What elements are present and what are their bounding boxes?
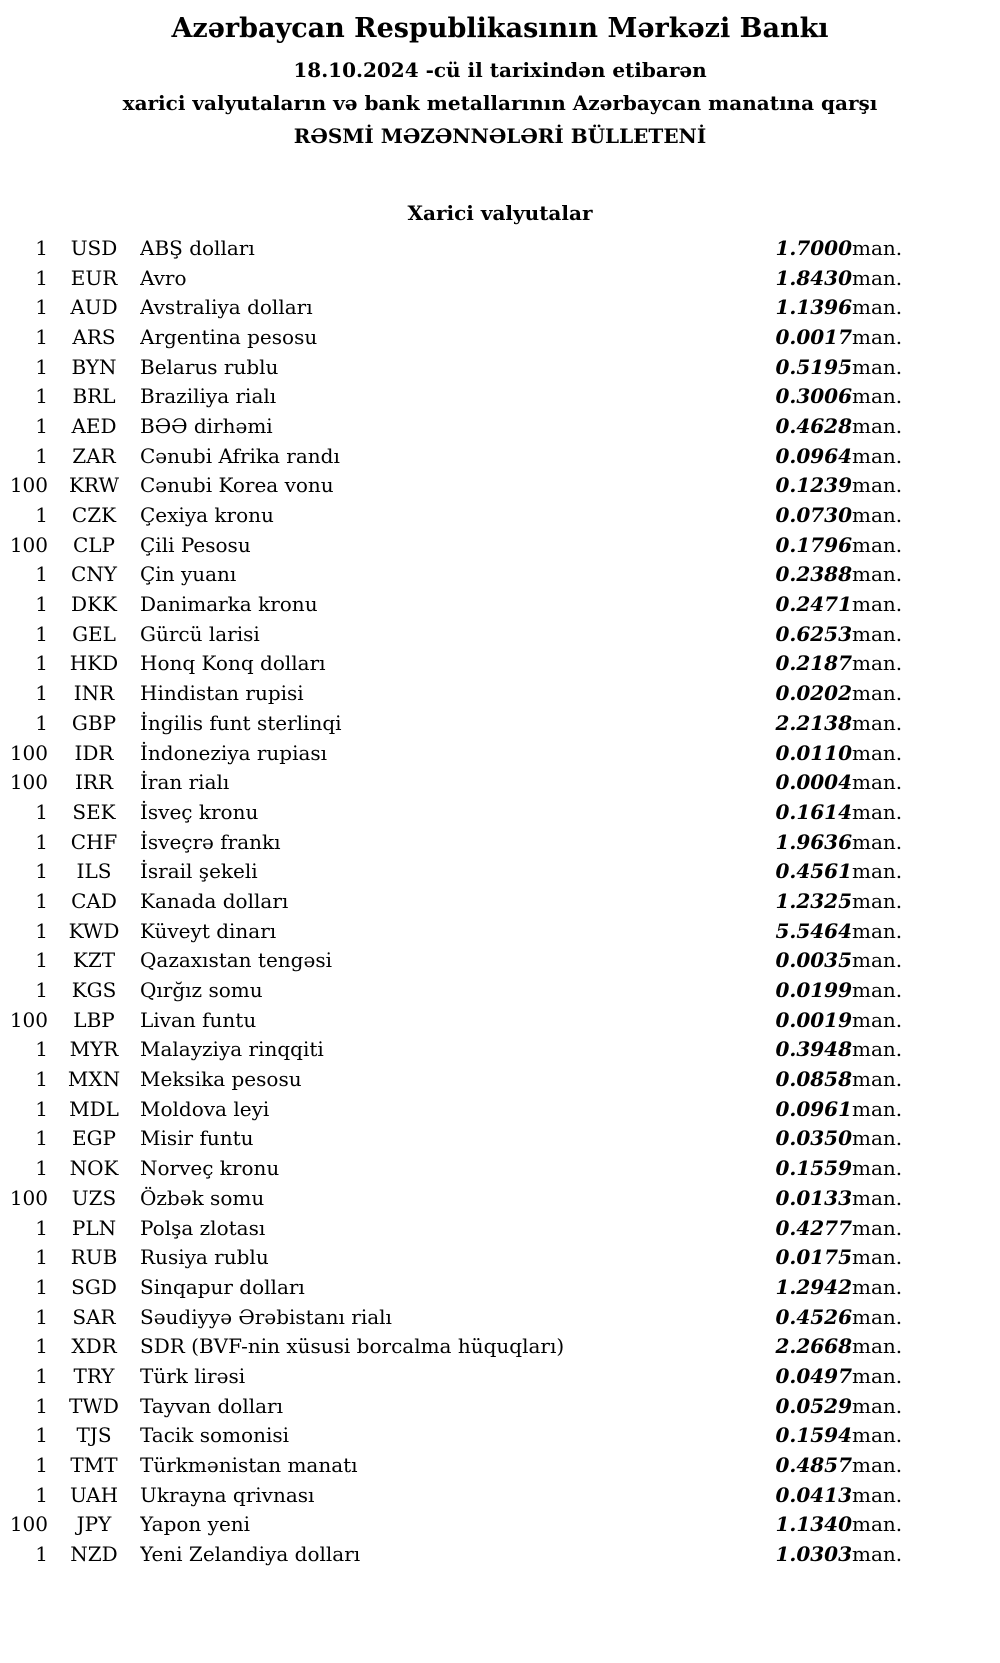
rate-unit-label: man. (852, 651, 903, 676)
currency-name: Livan funtu (140, 1007, 257, 1032)
rate-unit-label: man. (852, 770, 903, 795)
rate-row (6, 886, 922, 916)
currency-code: GEL (72, 621, 116, 646)
currency-code: INR (73, 681, 115, 706)
currency-name: Yapon yeni (140, 1512, 251, 1537)
rate-value: 1.8430 (775, 265, 852, 290)
currency-quantity: 1 (35, 1215, 48, 1240)
rate-unit-label: man. (852, 354, 903, 379)
currency-quantity: 1 (35, 503, 48, 528)
rate-row (6, 1510, 922, 1540)
currency-name: Çexiya kronu (140, 503, 274, 528)
rate-row (6, 1302, 922, 1332)
rate-unit-label: man. (852, 978, 903, 1003)
currency-quantity: 1 (35, 1453, 48, 1478)
rate-value: 0.0004 (775, 770, 852, 795)
currency-name: Moldova leyi (140, 1096, 270, 1121)
rate-value: 1.9636 (775, 829, 852, 854)
currency-quantity: 1 (35, 384, 48, 409)
currency-quantity: 1 (35, 1156, 48, 1181)
currency-quantity: 1 (35, 1334, 48, 1359)
rate-unit-label: man. (852, 1037, 903, 1062)
currency-quantity: 1 (35, 829, 48, 854)
rate-row (6, 678, 922, 708)
currency-quantity: 1 (35, 295, 48, 320)
currency-code: BYN (71, 354, 117, 379)
rate-row (6, 827, 922, 857)
rate-value: 0.1239 (775, 473, 852, 498)
currency-code: SEK (72, 799, 116, 824)
rate-row (6, 352, 922, 382)
rate-value: 0.0413 (775, 1482, 852, 1507)
rate-row (6, 797, 922, 827)
currency-code: PLN (71, 1215, 117, 1240)
currency-quantity: 1 (35, 918, 48, 943)
currency-quantity: 1 (35, 681, 48, 706)
rate-row (6, 233, 922, 263)
rate-value: 0.3006 (775, 384, 852, 409)
rate-row (6, 1094, 922, 1124)
currency-code: KRW (68, 473, 120, 498)
rate-unit-label: man. (852, 1334, 903, 1359)
currency-quantity: 1 (35, 859, 48, 884)
rate-row (6, 322, 922, 352)
effective-date-line: 18.10.2024 -cü il tarixindən etibarən (293, 58, 707, 82)
currency-quantity: 1 (35, 1245, 48, 1270)
rate-unit-label: man. (852, 888, 903, 913)
currency-quantity: 1 (35, 978, 48, 1003)
exchange-rates-table (6, 233, 922, 1569)
currency-quantity: 1 (35, 1067, 48, 1092)
rate-unit-label: man. (852, 324, 903, 349)
currency-name: Braziliya rialı (140, 384, 277, 409)
currency-name: Qazaxıstan tengəsi (140, 948, 332, 973)
rate-value: 1.1396 (775, 295, 852, 320)
rate-unit-label: man. (852, 918, 903, 943)
rate-value: 0.4628 (775, 413, 852, 438)
rate-unit-label: man. (852, 681, 903, 706)
currency-code: CLP (72, 532, 116, 557)
rate-unit-label: man. (852, 799, 903, 824)
currency-code: USD (70, 235, 118, 260)
rate-unit-label: man. (852, 948, 903, 973)
rate-unit-label: man. (852, 1304, 903, 1329)
rate-value: 1.2942 (775, 1274, 852, 1299)
currency-code: CHF (70, 829, 118, 854)
currency-name: Danimarka kronu (140, 592, 318, 617)
currency-code: TJS (76, 1423, 112, 1448)
currency-name: Cənubi Korea vonu (140, 473, 334, 498)
currency-code: AED (71, 413, 117, 438)
currency-code: IDR (74, 740, 114, 765)
rate-value: 0.1559 (775, 1156, 852, 1181)
currency-code: BRL (72, 384, 116, 409)
rate-row (6, 1539, 922, 1569)
currency-code: TRY (73, 1363, 115, 1388)
currency-quantity: 1 (35, 443, 48, 468)
currency-name: İngilis funt sterlinqi (140, 710, 342, 735)
rate-value: 1.2325 (775, 888, 852, 913)
currency-code: NOK (69, 1156, 119, 1181)
section-heading-foreign-currencies: Xarici valyutalar (407, 201, 593, 225)
rate-value: 5.5464 (775, 918, 852, 943)
rate-value: 0.0019 (775, 1007, 852, 1032)
rate-row (6, 381, 922, 411)
rate-row (6, 292, 922, 322)
rate-row (6, 1391, 922, 1421)
rate-row (6, 856, 922, 886)
rate-row (6, 1153, 922, 1183)
currency-code: DKK (71, 592, 117, 617)
currency-code: CNY (70, 562, 117, 587)
rate-row (6, 560, 922, 590)
rate-unit-label: man. (852, 1274, 903, 1299)
rate-row (6, 589, 922, 619)
rate-unit-label: man. (852, 740, 903, 765)
currency-quantity: 1 (35, 799, 48, 824)
currency-name: Çili Pesosu (140, 532, 251, 557)
rate-unit-label: man. (852, 532, 903, 557)
currency-name: Avro (140, 265, 187, 290)
rate-value: 0.1614 (775, 799, 852, 824)
rate-unit-label: man. (852, 1363, 903, 1388)
currency-quantity: 100 (9, 473, 48, 498)
rate-value: 0.0035 (775, 948, 852, 973)
currency-name: Polşa zlotası (140, 1215, 266, 1240)
rate-unit-label: man. (852, 1245, 903, 1270)
rate-unit-label: man. (852, 562, 903, 587)
rate-value: 1.0303 (775, 1542, 852, 1567)
currency-quantity: 1 (35, 592, 48, 617)
rate-unit-label: man. (852, 859, 903, 884)
rate-row (6, 530, 922, 560)
rate-unit-label: man. (852, 1096, 903, 1121)
rate-value: 0.0175 (775, 1245, 852, 1270)
currency-code: CZK (71, 503, 117, 528)
rate-value: 0.0858 (775, 1067, 852, 1092)
currency-code: NZD (70, 1542, 118, 1567)
rate-row (6, 1035, 922, 1065)
rate-unit-label: man. (852, 829, 903, 854)
rate-unit-label: man. (852, 1007, 903, 1032)
rate-value: 0.5195 (775, 354, 852, 379)
bank-title: Azərbaycan Respublikasının Mərkəzi Bankı (171, 13, 829, 44)
currency-code: SAR (72, 1304, 116, 1329)
rate-unit-label: man. (852, 473, 903, 498)
currency-code: EUR (70, 265, 118, 290)
currency-name: Rusiya rublu (140, 1245, 269, 1270)
currency-name: Tacik somonisi (140, 1423, 290, 1448)
currency-code: JPY (76, 1512, 112, 1537)
currency-name: İndoneziya rupiası (140, 740, 328, 765)
currency-quantity: 1 (35, 1096, 48, 1121)
rate-unit-label: man. (852, 443, 903, 468)
rate-unit-label: man. (852, 1185, 903, 1210)
currency-code: RUB (70, 1245, 118, 1270)
currency-name: Honq Konq dolları (140, 651, 326, 676)
currency-code: MYR (69, 1037, 119, 1062)
currency-name: BƏƏ dirhəmi (140, 413, 273, 438)
rate-value: 0.0110 (775, 740, 852, 765)
rate-value: 0.0202 (775, 681, 852, 706)
currency-quantity: 100 (9, 1512, 48, 1537)
rate-value: 0.4561 (775, 859, 852, 884)
currency-quantity: 1 (35, 888, 48, 913)
currency-name: Ukrayna qrivnası (140, 1482, 315, 1507)
currency-name: Hindistan rupisi (140, 681, 304, 706)
rate-unit-label: man. (852, 265, 903, 290)
rate-value: 0.0497 (775, 1363, 852, 1388)
rate-value: 0.1796 (775, 532, 852, 557)
rate-row (6, 946, 922, 976)
currency-code: HKD (69, 651, 119, 676)
currency-quantity: 1 (35, 1363, 48, 1388)
currency-name: Tayvan dolları (140, 1393, 283, 1418)
rate-value: 0.0964 (775, 443, 852, 468)
currency-name: Türkmənistan manatı (140, 1453, 358, 1478)
rate-value: 0.4277 (775, 1215, 852, 1240)
rate-row (6, 708, 922, 738)
rate-row (6, 916, 922, 946)
currency-quantity: 1 (35, 413, 48, 438)
currency-code: KGS (71, 978, 117, 1003)
currency-quantity: 1 (35, 265, 48, 290)
rate-row (6, 767, 922, 797)
rate-row (6, 1480, 922, 1510)
currency-name: İsveçrə frankı (140, 829, 281, 854)
currency-name: Misir funtu (140, 1126, 254, 1151)
rate-unit-label: man. (852, 384, 903, 409)
currency-quantity: 1 (35, 651, 48, 676)
rate-unit-label: man. (852, 503, 903, 528)
currency-name: Küveyt dinarı (140, 918, 277, 943)
currency-name: ABŞ dolları (140, 235, 255, 260)
currency-code: XDR (71, 1334, 117, 1359)
rate-row (6, 1005, 922, 1035)
rate-value: 0.4526 (775, 1304, 852, 1329)
currency-code: GBP (71, 710, 117, 735)
currency-code: EGP (71, 1126, 117, 1151)
rate-value: 0.4857 (775, 1453, 852, 1478)
rate-value: 0.2471 (775, 592, 852, 617)
rate-row (6, 1361, 922, 1391)
rate-row (6, 619, 922, 649)
currency-code: ILS (76, 859, 112, 884)
rates-table-body (6, 233, 922, 1569)
currency-code: IRR (74, 770, 114, 795)
currency-name: İsrail şekeli (140, 859, 258, 884)
currency-code: TWD (69, 1393, 119, 1418)
currency-name: Səudiyyə Ərəbistanı rialı (140, 1304, 392, 1329)
currency-name: İran rialı (140, 770, 230, 795)
currency-name: Argentina pesosu (140, 324, 318, 349)
rate-row (6, 1183, 922, 1213)
rate-row (6, 738, 922, 768)
rate-value: 0.0350 (775, 1126, 852, 1151)
rate-row (6, 500, 922, 530)
rate-row (6, 1213, 922, 1243)
currency-quantity: 1 (35, 1393, 48, 1418)
currency-code: AUD (70, 295, 118, 320)
rate-value: 0.3948 (775, 1037, 852, 1062)
currency-code: UAH (69, 1482, 119, 1507)
currency-code: SGD (71, 1274, 117, 1299)
scope-line: xarici valyutaların və bank metallarının Azərbaycan manatına qarşı (122, 91, 878, 115)
rate-value: 0.0199 (775, 978, 852, 1003)
rate-value: 0.6253 (775, 621, 852, 646)
rate-value: 0.0017 (775, 324, 852, 349)
rate-unit-label: man. (852, 621, 903, 646)
rate-row (6, 471, 922, 501)
currency-code: LBP (73, 1007, 115, 1032)
currency-name: İsveç kronu (140, 799, 259, 824)
rate-row (6, 441, 922, 471)
currency-quantity: 1 (35, 1037, 48, 1062)
currency-quantity: 100 (9, 1007, 48, 1032)
rate-unit-label: man. (852, 1393, 903, 1418)
rate-value: 0.1594 (775, 1423, 852, 1448)
rate-row (6, 411, 922, 441)
rate-row (6, 1272, 922, 1302)
currency-code: TMT (70, 1453, 118, 1478)
currency-name: Türk lirəsi (140, 1363, 246, 1388)
currency-code: ARS (72, 324, 116, 349)
currency-name: Özbək somu (140, 1185, 265, 1210)
currency-quantity: 1 (35, 1304, 48, 1329)
currency-quantity: 1 (35, 1126, 48, 1151)
currency-quantity: 100 (9, 532, 48, 557)
currency-quantity: 1 (35, 1423, 48, 1448)
currency-quantity: 100 (9, 740, 48, 765)
rate-value: 2.2668 (775, 1334, 852, 1359)
currency-code: ZAR (72, 443, 116, 468)
rate-unit-label: man. (852, 413, 903, 438)
currency-quantity: 1 (35, 324, 48, 349)
rate-unit-label: man. (852, 1126, 903, 1151)
currency-name: Cənubi Afrika randı (140, 443, 340, 468)
rate-unit-label: man. (852, 235, 903, 260)
rate-unit-label: man. (852, 710, 903, 735)
rate-value: 2.2138 (775, 710, 852, 735)
rate-unit-label: man. (852, 1542, 903, 1567)
currency-code: MXN (67, 1067, 121, 1092)
rate-row (6, 1124, 922, 1154)
rate-unit-label: man. (852, 1215, 903, 1240)
rate-value: 0.2187 (775, 651, 852, 676)
currency-name: Kanada dolları (140, 888, 289, 913)
currency-code: KWD (68, 918, 120, 943)
currency-name: Qırğız somu (140, 978, 263, 1003)
rate-row (6, 975, 922, 1005)
currency-quantity: 100 (9, 1185, 48, 1210)
rate-row (6, 1331, 922, 1361)
currency-quantity: 1 (35, 235, 48, 260)
rate-unit-label: man. (852, 1156, 903, 1181)
rate-row (6, 649, 922, 679)
currency-name: SDR (BVF-nin xüsusi borcalma hüquqları) (140, 1334, 565, 1359)
currency-name: Norveç kronu (140, 1156, 280, 1181)
currency-quantity: 1 (35, 1542, 48, 1567)
rate-unit-label: man. (852, 1423, 903, 1448)
currency-code: CAD (71, 888, 117, 913)
rate-unit-label: man. (852, 295, 903, 320)
currency-quantity: 1 (35, 1482, 48, 1507)
currency-name: Sinqapur dolları (140, 1274, 305, 1299)
rate-value: 0.0133 (775, 1185, 852, 1210)
currency-code: UZS (71, 1185, 117, 1210)
currency-name: Malayziya rinqqiti (140, 1037, 324, 1062)
currency-code: MDL (69, 1096, 119, 1121)
rate-row (6, 1242, 922, 1272)
rate-value: 0.0961 (775, 1096, 852, 1121)
rate-unit-label: man. (852, 1067, 903, 1092)
currency-quantity: 1 (35, 562, 48, 587)
currency-quantity: 1 (35, 710, 48, 735)
currency-quantity: 1 (35, 621, 48, 646)
currency-quantity: 1 (35, 948, 48, 973)
rate-row (6, 1421, 922, 1451)
rate-value: 0.0529 (775, 1393, 852, 1418)
currency-name: Avstraliya dolları (140, 295, 313, 320)
rate-value: 0.0730 (775, 503, 852, 528)
currency-name: Meksika pesosu (140, 1067, 302, 1092)
rate-value: 1.7000 (775, 235, 852, 260)
rate-unit-label: man. (852, 1453, 903, 1478)
rate-unit-label: man. (852, 592, 903, 617)
rate-row (6, 1064, 922, 1094)
currency-quantity: 1 (35, 1274, 48, 1299)
currency-code: KZT (72, 948, 116, 973)
currency-name: Çin yuanı (140, 562, 237, 587)
rate-value: 1.1340 (775, 1512, 852, 1537)
rate-value: 0.2388 (775, 562, 852, 587)
rate-unit-label: man. (852, 1482, 903, 1507)
currency-name: Yeni Zelandiya dolları (140, 1542, 361, 1567)
currency-quantity: 1 (35, 354, 48, 379)
bulletin-title-line: RƏSMİ MƏZƏNNƏLƏRİ BÜLLETENİ (293, 124, 707, 148)
rate-unit-label: man. (852, 1512, 903, 1537)
currency-quantity: 100 (9, 770, 48, 795)
currency-name: Belarus rublu (140, 354, 279, 379)
rate-row (6, 263, 922, 293)
currency-name: Gürcü larisi (140, 621, 260, 646)
rate-row (6, 1450, 922, 1480)
